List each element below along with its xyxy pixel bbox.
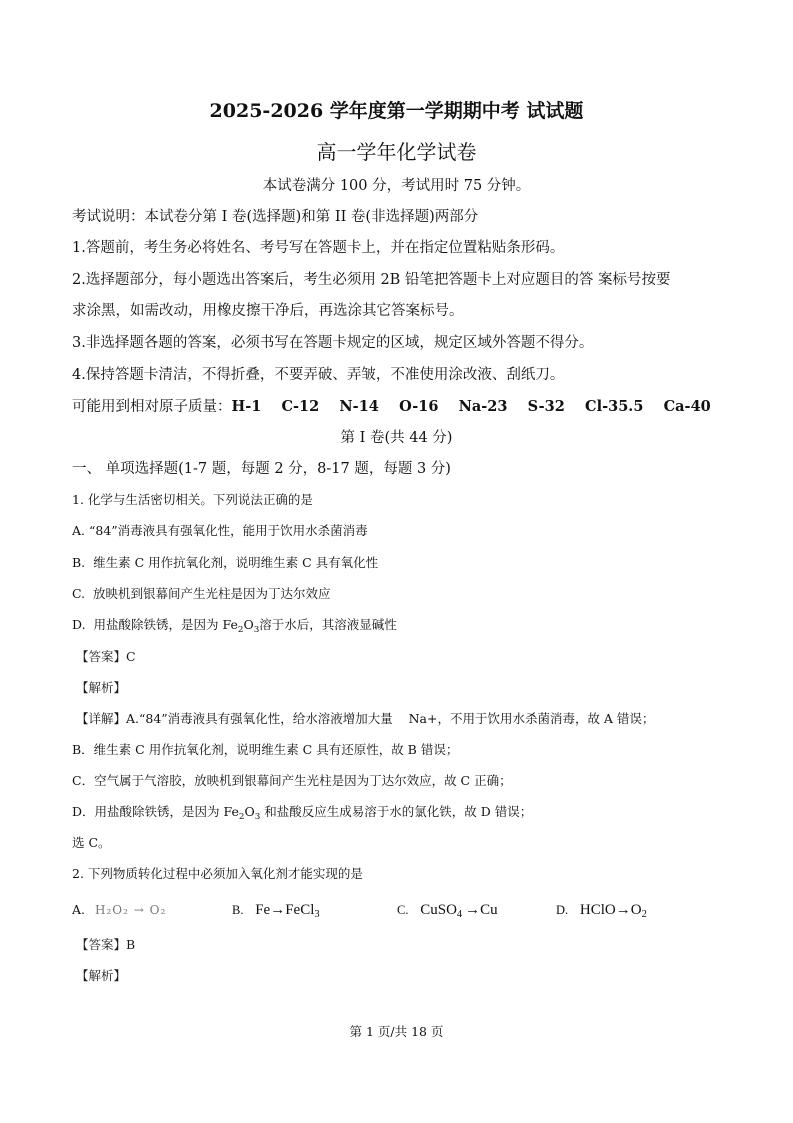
instruction-item-1: 1.答题前，考生务必将姓名、考号写在答题卡上，并在指定位置粘贴条形码。 xyxy=(72,240,565,256)
q1-option-c: C. 放映机到银幕间产生光柱是因为丁达尔效应 xyxy=(72,586,331,601)
q1-option-b: B. 维生素 C 用作抗氧化剂，说明维生素 C 具有氧化性 xyxy=(72,555,379,570)
arrow-icon: → xyxy=(270,902,286,918)
paper-subtitle: 高一学年化学试卷 xyxy=(316,140,477,164)
q2-answer: 【答案】B xyxy=(76,937,136,952)
instruction-item-4: 4.保持答题卡清洁，不得折叠，不要弄破、弄皱，不准使用涂改液、刮纸刀。 xyxy=(72,367,565,383)
arrow-icon: → xyxy=(615,902,631,918)
section-part-heading: 一、 单项选择题(1-7 题，每题 2 分，8-17 题，每题 3 分) xyxy=(72,461,451,477)
q1-answer: 【答案】C xyxy=(76,649,136,664)
q1-stem: 1. 化学与生活密切相关。下列说法正确的是 xyxy=(72,492,313,507)
q2-option-d: D. $HClO\to O_2$ xyxy=(556,902,647,920)
section-title: 第 I 卷(共 44 分) xyxy=(340,430,453,446)
score-info: 本试卷满分 100 分，考试用时 75 分钟。 xyxy=(262,178,531,194)
arrow-icon: → xyxy=(465,902,481,918)
atomic-mass-label: 可能用到相对原子质量： xyxy=(72,399,232,415)
q2-option-b: B. Fe→FeCl$_3$ xyxy=(232,902,320,920)
q2-analysis-label: 【解析】 xyxy=(76,968,127,983)
page-footer: 第 1 页/共 18 页 xyxy=(349,1024,444,1039)
q1-detail-4: D．用盐酸除铁锈，是因为 $Fe_2O_3$ 和盐酸反应生成易溶于水的氯化铁，故 D 错误； xyxy=(72,804,533,822)
q2-option-a: A. H₂O₂ → O₂ xyxy=(72,902,167,917)
atomic-mass-values: H-1 C-12 N-14 O-16 Na-23 S-32 Cl-35.5 Ca-40 xyxy=(231,398,711,415)
q1-analysis-label: 【解析】 xyxy=(76,680,127,695)
q2-option-c: C. CuSO$_4$ →Cu xyxy=(397,902,498,920)
q2-stem: 2. 下列物质转化过程中必须加入氧化剂才能实现的是 xyxy=(72,866,363,881)
q1-detail-3: C．空气属于气溶胶，放映机到银幕间产生光柱是因为丁达尔效应，故 C 正确； xyxy=(72,773,512,788)
q2-option-a-formula: H₂O₂ → O₂ xyxy=(95,903,167,917)
exam-title: 2025-2026 学年度第一学期期中考 试试题 xyxy=(209,100,584,122)
instruction-item-2-line-2: 求涂黑，如需改动，用橡皮擦干净后，再选涂其它答案标号。 xyxy=(72,303,464,319)
instructions-intro: 考试说明：本试卷分第 I 卷(选择题)和第 II 卷(非选择题)两部分 xyxy=(72,209,479,225)
q1-option-d: D. 用盐酸除铁锈，是因为 $Fe_2O_3$溶于水后，其溶液显碱性 xyxy=(72,617,397,635)
q1-detail-2: B．维生素 C 用作抗氧化剂，说明维生素 C 具有还原性，故 B 错误； xyxy=(72,742,459,757)
instruction-item-2-line-1: 2.选择题部分，每小题选出答案后，考生必须用 2B 铅笔把答题卡上对应题目的答 案标号按要 xyxy=(72,272,671,288)
atomic-mass-line xyxy=(72,398,711,416)
q1-detail-5: 选 C。 xyxy=(72,835,111,850)
q1-option-a: A. “84”消毒液具有强氧化性，能用于饮用水杀菌消毒 xyxy=(72,523,368,538)
q1-detail-1: 【详解】A.“84”消毒液具有强氧化性，给水溶液增加大量 Na+，不用于饮用水杀菌消毒，故 A 错误； xyxy=(76,711,655,726)
instruction-item-3: 3.非选择题各题的答案，必须书写在答题卡规定的区域，规定区域外答题不得分。 xyxy=(72,335,594,351)
